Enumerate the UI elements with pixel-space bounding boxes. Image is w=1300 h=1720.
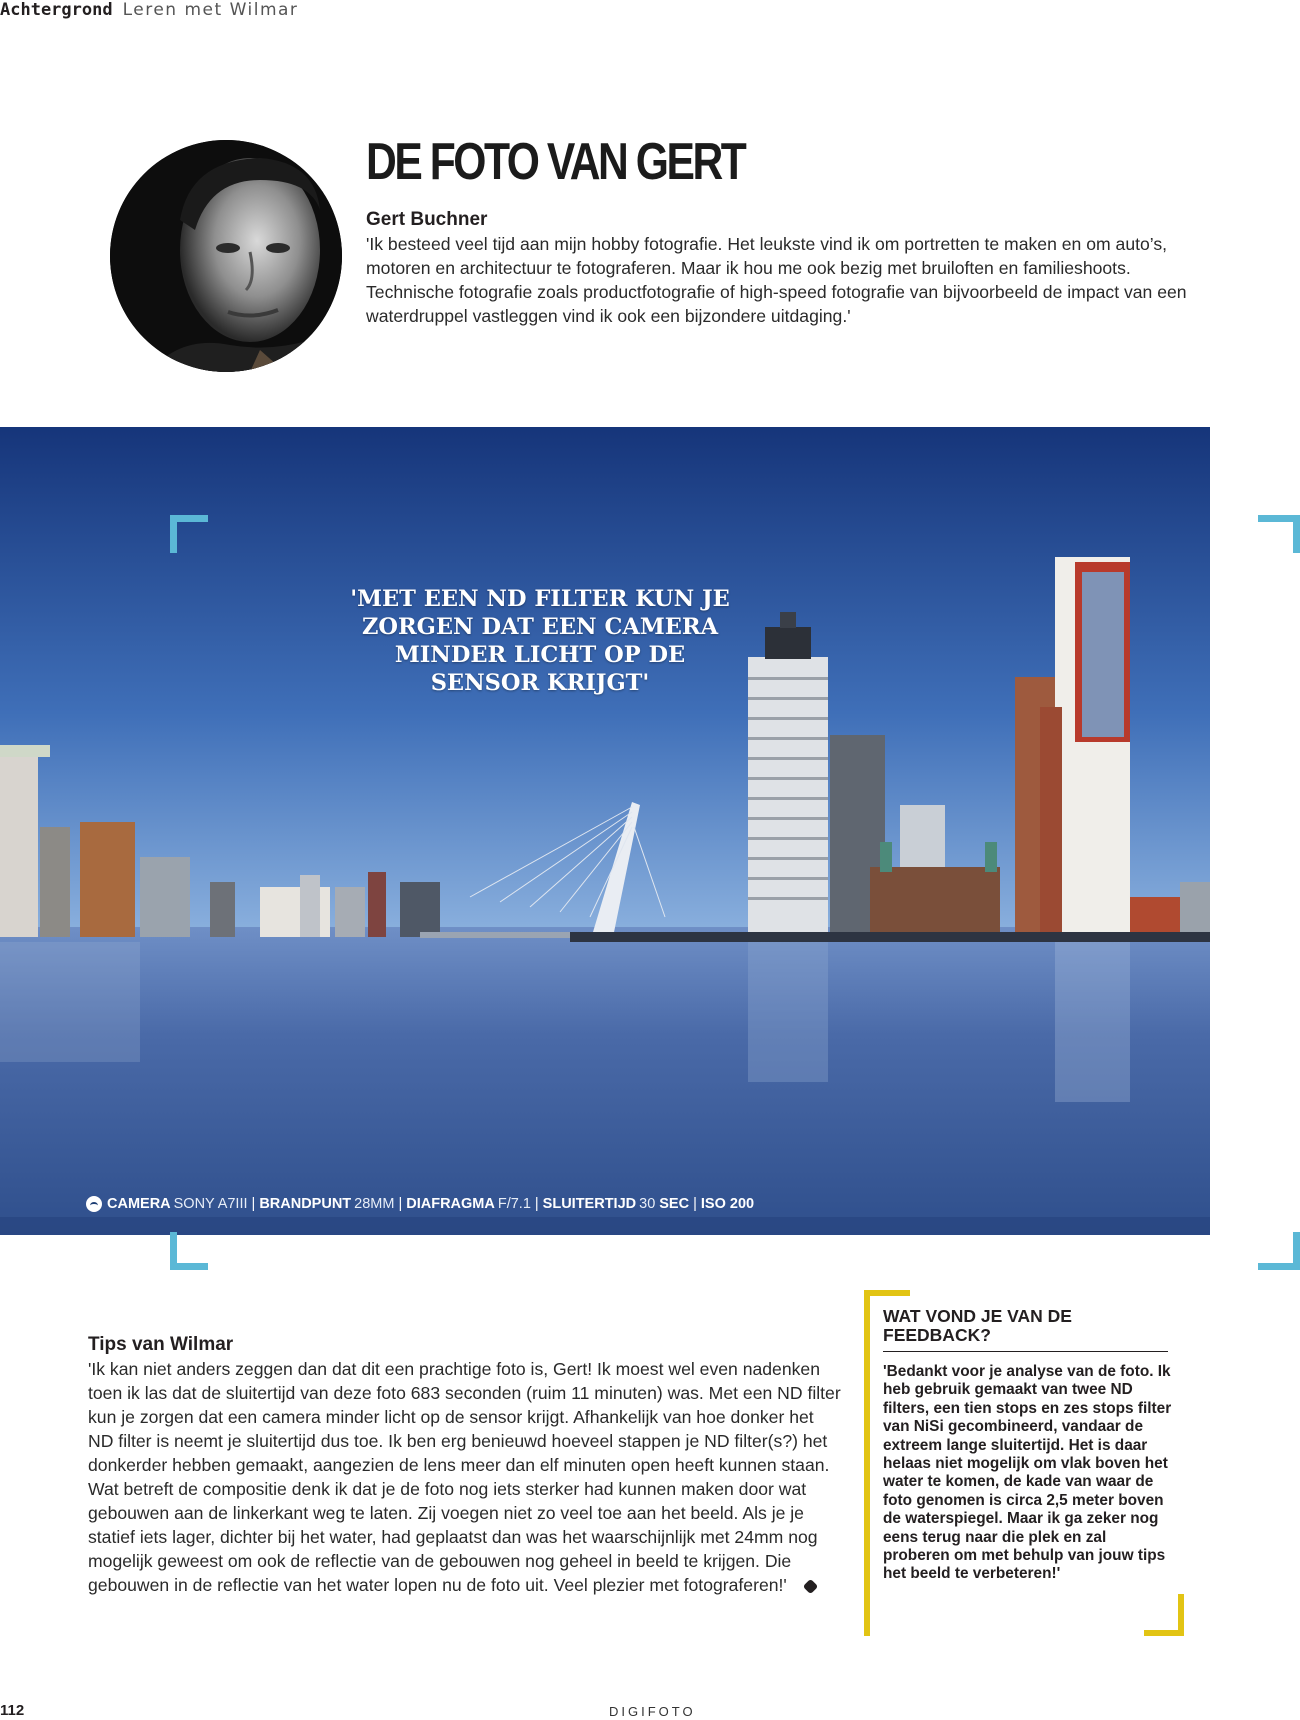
feedback-text: 'Bedankt voor je analyse van de foto. Ik heb gebruik gemaakt van twee ND filters, een tien stops en zes stops filter van NiSi gecombineerd, vandaar de extreem lange sluitertijd. Het is daar helaas niet mogelijk om vlak boven het water te komen, de kade van waar de foto genomen is circa 2,5 meter boven de waterspiegel. Maar ik ga zeker nog eens terug naar die plek en zal proberen om met behulp van jouw tips het beeld te verbeteren!' — [883, 1363, 1172, 1583]
aperture-value: F/7.1 — [497, 1196, 531, 1212]
tips-body: 'Ik kan niet anders zeggen dan dat dit een prachtige foto is, Gert! Ik moest wel even nadenken toen ik las dat de sluitertijd van deze foto 683 seconden (ruim 11 minuten) was. Met een ND filter kun je zorgen dat een camera minder licht op de sensor krijgt. Afhankelijk van hoe donker het ND filter is neemt je sluitertijd dus toe. Ik ben erg benieuwd hoeveel stappen je ND filter(s?) het donkerder hebben gemaakt, aangezien de lens meer dan elf minuten open heeft kunnen staan. Wat betreft de compositie denk ik dat je de foto nog iets sterker had kunnen maken door wat gebouwen aan de linkerkant weg te laten. Zij voegen niet zo veel toe aan het beeld. Als je je statief iets lager, dichter bij het water, had geplaatst dan was het waarschijnlijk met 24mm nog mogelijk geweest om ook de reflectie van de gebouwen nog geheel in beeld te krijgen. Die gebouwen in de reflectie van het water lopen nu de foto uit. Veel plezier met fotograferen!' — [88, 1359, 841, 1595]
separator: | — [398, 1196, 403, 1212]
section-header — [0, 0, 298, 20]
page-number: 112 — [0, 1702, 25, 1719]
feedback-heading: WAT VOND JE VAN DE FEEDBACK? — [883, 1307, 1168, 1352]
magazine-brand: DIGIFOTO — [609, 1704, 696, 1719]
author-intro: 'Ik besteed veel tijd aan mijn hobby fotografie. Het leukste vind ik om portretten te maken en om auto’s, motoren en architectuur te fotograferen. Maar ik hou me ook bezig met bruiloften en familieshoots. Technische fotografie zoals productfotografie of high-speed fotografie van bijvoorbeeld de impact van een waterdruppel vastleggen vind ik ook een bijzondere uitdaging.' — [366, 234, 1187, 326]
exif-caption — [86, 1196, 754, 1212]
camera-label: CAMERA — [107, 1196, 171, 1212]
frame-corner-top-left — [170, 515, 208, 553]
subsection-label: Leren met Wilmar — [122, 0, 299, 20]
tips-text — [88, 1357, 843, 1597]
camera-value: SONY A7III — [173, 1196, 248, 1212]
shutter-unit: SEC — [659, 1196, 690, 1212]
frame-corner-top-right — [1258, 515, 1300, 553]
portrait-image — [110, 140, 342, 372]
article-title: DE FOTO VAN GERT — [366, 133, 745, 191]
separator: | — [693, 1196, 697, 1212]
aperture-label: DIAFRAGMA — [406, 1196, 495, 1212]
author-portrait — [110, 140, 342, 372]
separator: | — [251, 1196, 256, 1212]
frame-corner-bottom-left — [170, 1232, 208, 1270]
end-of-article-icon — [802, 1579, 818, 1595]
focal-value: 28MM — [354, 1196, 395, 1212]
focal-label: BRANDPUNT — [259, 1196, 352, 1212]
shutter-label: SLUITERTIJD — [542, 1196, 637, 1212]
frame-corner-bottom-right — [1258, 1232, 1300, 1270]
section-label: Achtergrond — [0, 0, 113, 20]
shutter-value: 30 — [639, 1196, 656, 1212]
iso-value: ISO 200 — [700, 1196, 755, 1212]
separator: | — [534, 1196, 539, 1212]
feedback-bracket-bottom-right — [1144, 1594, 1184, 1636]
author-name: Gert Buchner — [366, 209, 488, 230]
pull-quote: 'MET EEN ND FILTER KUN JE ZORGEN DAT EEN CAMERA MINDER LICHT OP DE SENSOR KRIJGT' — [350, 586, 730, 696]
camera-icon — [86, 1196, 102, 1212]
tips-heading: Tips van Wilmar — [88, 1334, 234, 1355]
